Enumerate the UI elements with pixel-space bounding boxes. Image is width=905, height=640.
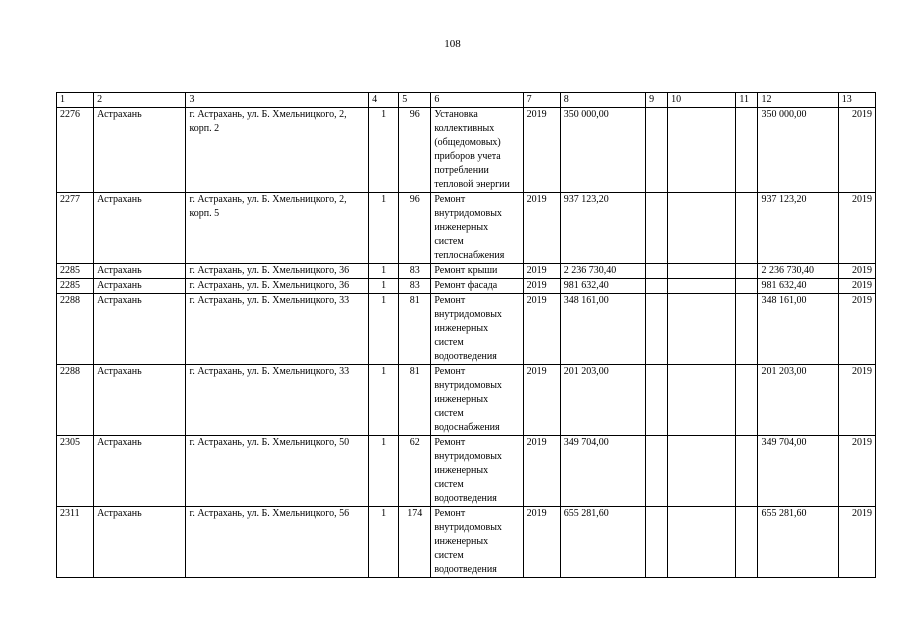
total-cell: 2 236 730,40 — [758, 264, 838, 279]
table-row — [57, 507, 876, 578]
row-id-cell: 2305 — [57, 436, 94, 507]
address-cell: г. Астрахань, ул. Б. Хмельницкого, 36 — [186, 279, 369, 294]
col5-cell: 83 — [399, 279, 431, 294]
header-cell: 4 — [369, 93, 399, 108]
row-id-cell: 2285 — [57, 264, 94, 279]
end-year-cell: 2019 — [838, 264, 875, 279]
year-cell: 2019 — [523, 436, 560, 507]
col5-cell: 81 — [399, 365, 431, 436]
col5-cell: 96 — [399, 193, 431, 264]
col10-cell — [668, 365, 736, 436]
table-row — [57, 108, 876, 193]
col4-cell: 1 — [369, 279, 399, 294]
address-cell: г. Астрахань, ул. Б. Хмельницкого, 36 — [186, 264, 369, 279]
col4-cell: 1 — [369, 507, 399, 578]
work-type-cell: Ремонт внутридомовых инженерных систем водоотведения — [431, 436, 523, 507]
header-cell: 6 — [431, 93, 523, 108]
col5-cell: 83 — [399, 264, 431, 279]
amount-cell: 2 236 730,40 — [560, 264, 645, 279]
city-cell: Астрахань — [94, 294, 186, 365]
end-year-cell: 2019 — [838, 279, 875, 294]
register-table — [56, 92, 876, 578]
page-number: 108 — [444, 38, 461, 50]
address-cell: г. Астрахань, ул. Б. Хмельницкого, 50 — [186, 436, 369, 507]
col9-cell — [646, 294, 668, 365]
year-cell: 2019 — [523, 193, 560, 264]
amount-cell: 348 161,00 — [560, 294, 645, 365]
address-cell: г. Астрахань, ул. Б. Хмельницкого, 2, корп. 2 — [186, 108, 369, 193]
col4-cell: 1 — [369, 365, 399, 436]
col5-cell: 62 — [399, 436, 431, 507]
header-cell: 1 — [57, 93, 94, 108]
end-year-cell: 2019 — [838, 193, 875, 264]
col5-cell: 81 — [399, 294, 431, 365]
year-cell: 2019 — [523, 279, 560, 294]
work-type-cell: Ремонт крыши — [431, 264, 523, 279]
col10-cell — [668, 294, 736, 365]
city-cell: Астрахань — [94, 264, 186, 279]
col11-cell — [736, 108, 758, 193]
work-type-cell: Установка коллективных (общедомовых) приборов учета потреблении тепловой энергии — [431, 108, 523, 193]
col4-cell: 1 — [369, 108, 399, 193]
row-id-cell: 2288 — [57, 294, 94, 365]
col9-cell — [646, 507, 668, 578]
city-cell: Астрахань — [94, 507, 186, 578]
amount-cell: 201 203,00 — [560, 365, 645, 436]
year-cell: 2019 — [523, 264, 560, 279]
total-cell: 655 281,60 — [758, 507, 838, 578]
header-cell: 8 — [560, 93, 645, 108]
city-cell: Астрахань — [94, 108, 186, 193]
header-cell: 9 — [646, 93, 668, 108]
city-cell: Астрахань — [94, 365, 186, 436]
work-type-cell: Ремонт внутридомовых инженерных систем водоотведения — [431, 507, 523, 578]
header-cell: 13 — [838, 93, 875, 108]
header-cell: 10 — [668, 93, 736, 108]
col11-cell — [736, 436, 758, 507]
col11-cell — [736, 279, 758, 294]
header-cell: 3 — [186, 93, 369, 108]
header-cell: 12 — [758, 93, 838, 108]
work-type-cell: Ремонт внутридомовых инженерных систем теплоснабжения — [431, 193, 523, 264]
amount-cell: 349 704,00 — [560, 436, 645, 507]
year-cell: 2019 — [523, 507, 560, 578]
end-year-cell: 2019 — [838, 507, 875, 578]
total-cell: 937 123,20 — [758, 193, 838, 264]
total-cell: 348 161,00 — [758, 294, 838, 365]
work-type-cell: Ремонт внутридомовых инженерных систем водоснабжения — [431, 365, 523, 436]
table-row — [57, 193, 876, 264]
table-row — [57, 294, 876, 365]
col10-cell — [668, 108, 736, 193]
col9-cell — [646, 436, 668, 507]
row-id-cell: 2276 — [57, 108, 94, 193]
total-cell: 349 704,00 — [758, 436, 838, 507]
header-cell: 11 — [736, 93, 758, 108]
work-type-cell: Ремонт фасада — [431, 279, 523, 294]
end-year-cell: 2019 — [838, 108, 875, 193]
end-year-cell: 2019 — [838, 436, 875, 507]
address-cell: г. Астрахань, ул. Б. Хмельницкого, 2, корп. 5 — [186, 193, 369, 264]
address-cell: г. Астрахань, ул. Б. Хмельницкого, 33 — [186, 365, 369, 436]
col4-cell: 1 — [369, 436, 399, 507]
col4-cell: 1 — [369, 193, 399, 264]
col10-cell — [668, 507, 736, 578]
row-id-cell: 2288 — [57, 365, 94, 436]
col9-cell — [646, 365, 668, 436]
total-cell: 981 632,40 — [758, 279, 838, 294]
col5-cell: 174 — [399, 507, 431, 578]
table-row — [57, 279, 876, 294]
col9-cell — [646, 108, 668, 193]
col4-cell: 1 — [369, 264, 399, 279]
amount-cell: 937 123,20 — [560, 193, 645, 264]
col10-cell — [668, 193, 736, 264]
city-cell: Астрахань — [94, 193, 186, 264]
header-row — [57, 93, 876, 108]
address-cell: г. Астрахань, ул. Б. Хмельницкого, 33 — [186, 294, 369, 365]
col9-cell — [646, 193, 668, 264]
header-cell: 7 — [523, 93, 560, 108]
end-year-cell: 2019 — [838, 365, 875, 436]
city-cell: Астрахань — [94, 279, 186, 294]
col10-cell — [668, 436, 736, 507]
table-row — [57, 264, 876, 279]
year-cell: 2019 — [523, 365, 560, 436]
col5-cell: 96 — [399, 108, 431, 193]
col10-cell — [668, 264, 736, 279]
col11-cell — [736, 264, 758, 279]
table-row — [57, 436, 876, 507]
table-row — [57, 365, 876, 436]
col10-cell — [668, 279, 736, 294]
total-cell: 350 000,00 — [758, 108, 838, 193]
year-cell: 2019 — [523, 108, 560, 193]
col11-cell — [736, 294, 758, 365]
col4-cell: 1 — [369, 294, 399, 365]
col11-cell — [736, 193, 758, 264]
col11-cell — [736, 365, 758, 436]
address-cell: г. Астрахань, ул. Б. Хмельницкого, 56 — [186, 507, 369, 578]
col11-cell — [736, 507, 758, 578]
year-cell: 2019 — [523, 294, 560, 365]
row-id-cell: 2311 — [57, 507, 94, 578]
city-cell: Астрахань — [94, 436, 186, 507]
total-cell: 201 203,00 — [758, 365, 838, 436]
row-id-cell: 2285 — [57, 279, 94, 294]
work-type-cell: Ремонт внутридомовых инженерных систем водоотведения — [431, 294, 523, 365]
amount-cell: 350 000,00 — [560, 108, 645, 193]
col9-cell — [646, 279, 668, 294]
header-cell: 5 — [399, 93, 431, 108]
row-id-cell: 2277 — [57, 193, 94, 264]
col9-cell — [646, 264, 668, 279]
end-year-cell: 2019 — [838, 294, 875, 365]
header-cell: 2 — [94, 93, 186, 108]
amount-cell: 981 632,40 — [560, 279, 645, 294]
amount-cell: 655 281,60 — [560, 507, 645, 578]
